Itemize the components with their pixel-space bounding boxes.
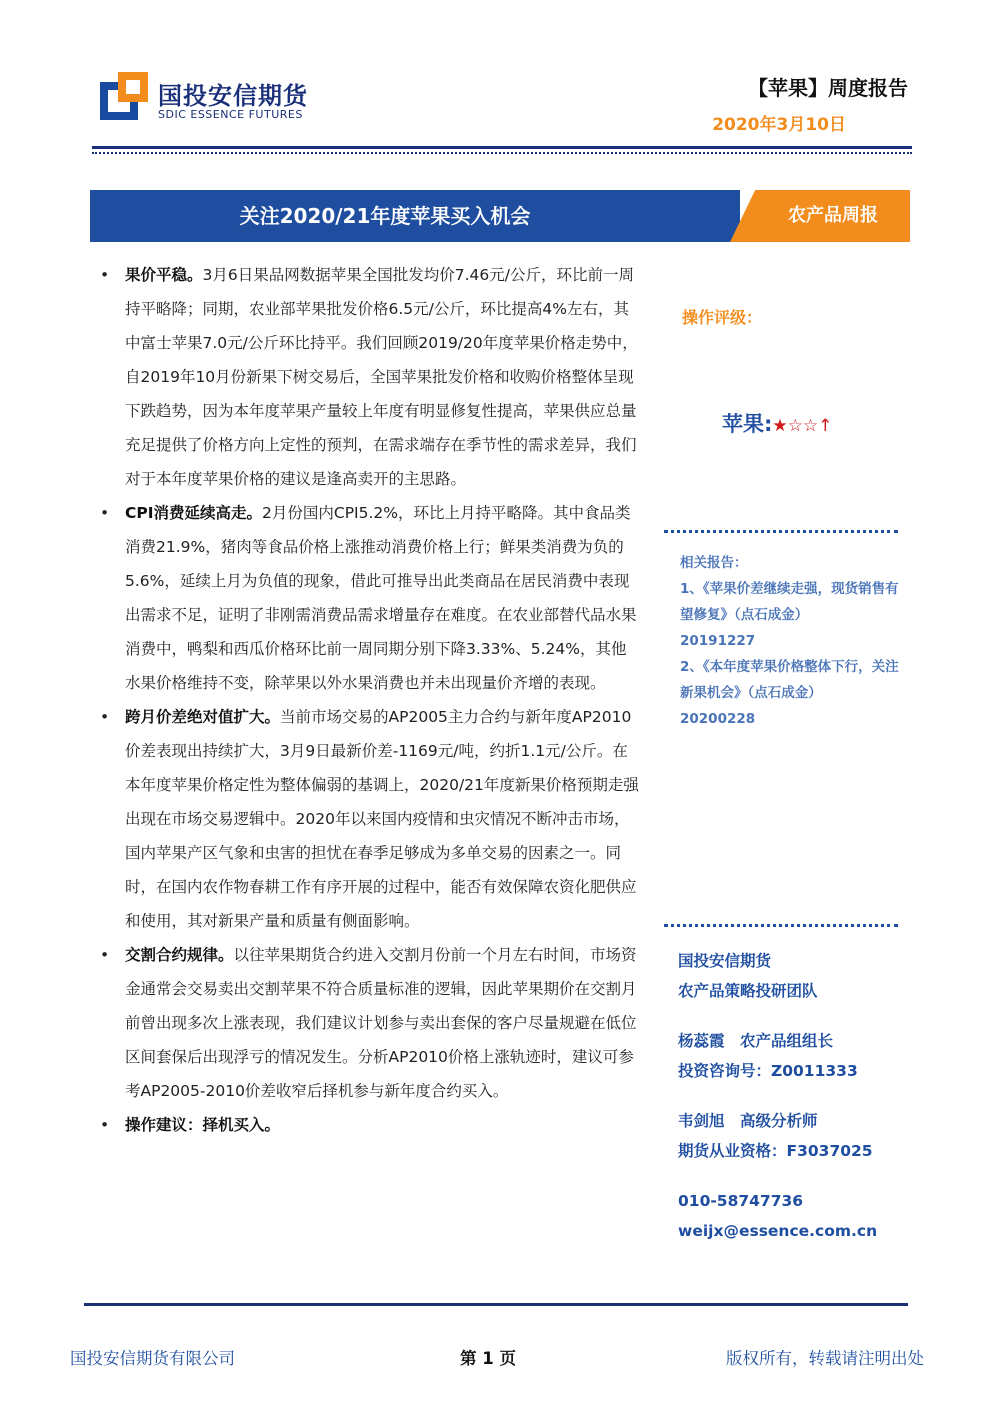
page-number: 第 1 页 — [460, 1349, 516, 1368]
footer-divider — [84, 1303, 908, 1306]
bullet-item — [100, 1108, 640, 1142]
contact-phone: 010-58747736 — [678, 1192, 804, 1210]
rating-name: 苹果: — [722, 412, 773, 436]
header-divider — [92, 146, 912, 149]
bullet-lead: 操作建议：择机买入。 — [125, 1116, 281, 1134]
main-content — [100, 258, 640, 1142]
contact-email[interactable]: weijx@essence.com.cn — [678, 1222, 878, 1240]
bullet-item — [100, 258, 640, 496]
team-name: 农产品策略投研团队 — [678, 982, 818, 1000]
title-banner — [90, 190, 910, 242]
analyst1-license: 投资咨询号：Z0011333 — [678, 1062, 858, 1080]
analyst2-license: 期货从业资格：F3037025 — [678, 1142, 873, 1160]
sidebar-dotted-divider — [664, 530, 898, 533]
bullet-text: 当前市场交易的AP2005主力合约与新年度AP2010价差表现出持续扩大，3月9日最新价差-1169元/吨，约折1.1元/公斤。在本年度苹果价格定性为整体偏弱的基调上，2020/21年度新果价格预期走强出现在市场交易逻辑中。2020年以来国内疫情和虫灾情况不断冲击市场，国内苹果产区气象和虫害的担忧在春季足够成为多单交易的因素之一。同时，在国内农作物春耕工作有序开展的过程中，能否有效保障农资化肥供应和使用，其对新果产量和质量有侧面影响。 — [125, 708, 639, 930]
analyst1-title: 杨蕊霞 农产品组组长 — [678, 1032, 834, 1050]
report-type: 【苹果】周度报告 — [748, 76, 908, 100]
footer-copyright: 版权所有，转载请注明出处 — [726, 1349, 924, 1368]
related-reports — [680, 550, 900, 732]
bullet-dot-icon: • — [100, 266, 110, 284]
bullet-text: 2月份国内CPI5.2%，环比上月持平略降。其中食品类消费21.9%，猪肉等食品价格上涨推动消费价格上行；鲜果类消费为负的5.6%，延续上月为负值的现象，借此可推导出此类商品在居民消费中表现出需求不足，证明了非刚需消费品需求增量存在难度。在农业部替代品水果消费中，鸭梨和西瓜价格环比前一周同期分别下降3.33%、5.24%，其他水果价格维持不变，除苹果以外水果消费也并未出现量价齐增的表现。 — [125, 504, 637, 692]
bullet-dot-icon: • — [100, 946, 110, 964]
bullet-lead: 交割合约规律。 — [125, 946, 234, 964]
team-company: 国投安信期货 — [678, 952, 772, 970]
rating-label: 操作评级： — [682, 308, 763, 327]
bullet-item — [100, 938, 640, 1108]
report-category-tag: 农产品周报 — [788, 205, 878, 226]
logo-company-cn: 国投安信期货 — [158, 82, 308, 110]
rating-stars-icon: ★☆☆↑ — [772, 416, 833, 436]
related-report-item[interactable]: 1、《苹果价差继续走强，现货销售有望修复》（点石成金） — [680, 581, 899, 623]
bullet-lead: 果价平稳。 — [125, 266, 203, 284]
bullet-dot-icon: • — [100, 1116, 110, 1134]
logo-mark-icon — [100, 72, 148, 120]
logo-company-en: SDIC ESSENCE FUTURES — [158, 108, 303, 121]
header-dotted-divider — [92, 152, 912, 154]
related-report-item[interactable]: 2、《本年度苹果价格整体下行，关注新果机会》（点石成金） — [680, 659, 899, 701]
rating — [722, 408, 832, 438]
related-report-date: 20200228 — [680, 711, 756, 727]
bullet-text: 3月6日果品网数据苹果全国批发均价7.46元/公斤，环比前一周持平略降；同期，农业部苹果批发价格6.5元/公斤，环比提高4%左右，其中富士苹果7.0元/公斤环比持平。我们回顾2019/20年度苹果价格走势中，自2019年10月份新果下树交易后，全国苹果批发价格和收购价格整体呈现下跌趋势，因为本年度苹果产量较上年度有明显修复性提高，苹果供应总量充足提供了价格方向上定性的预判，在需求端存在季节性的需求差异，我们对于本年度苹果价格的建议是逢高卖开的主思路。 — [125, 266, 638, 488]
bullet-item — [100, 700, 640, 938]
sidebar-dotted-divider — [664, 924, 898, 927]
company-logo — [100, 70, 310, 130]
related-reports-title: 相关报告： — [680, 555, 748, 571]
research-team — [678, 946, 908, 1246]
bullet-text: 以往苹果期货合约进入交割月份前一个月左右时间，市场资金通常会交易卖出交割苹果不符合质量标准的逻辑，因此苹果期价在交割月前曾出现多次上涨表现，我们建议计划参与卖出套保的客户尽量规避在低位区间套保后出现浮亏的情况发生。分析AP2010价格上涨轨迹时，建议可参考AP2005-2010价差收窄后择机参与新年度合约买入。 — [125, 946, 637, 1100]
report-title: 关注2020/21年度苹果买入机会 — [239, 204, 531, 228]
footer-company: 国投安信期货有限公司 — [70, 1349, 235, 1368]
bullet-lead: CPI消费延续高走。 — [125, 504, 263, 522]
bullet-lead: 跨月价差绝对值扩大。 — [125, 708, 281, 726]
report-date: 2020年3月10日 — [712, 115, 846, 135]
analyst2-title: 韦剑旭 高级分析师 — [678, 1112, 818, 1130]
bullet-dot-icon: • — [100, 504, 110, 522]
bullet-dot-icon: • — [100, 708, 110, 726]
related-report-date: 20191227 — [680, 633, 756, 649]
bullet-item — [100, 496, 640, 700]
